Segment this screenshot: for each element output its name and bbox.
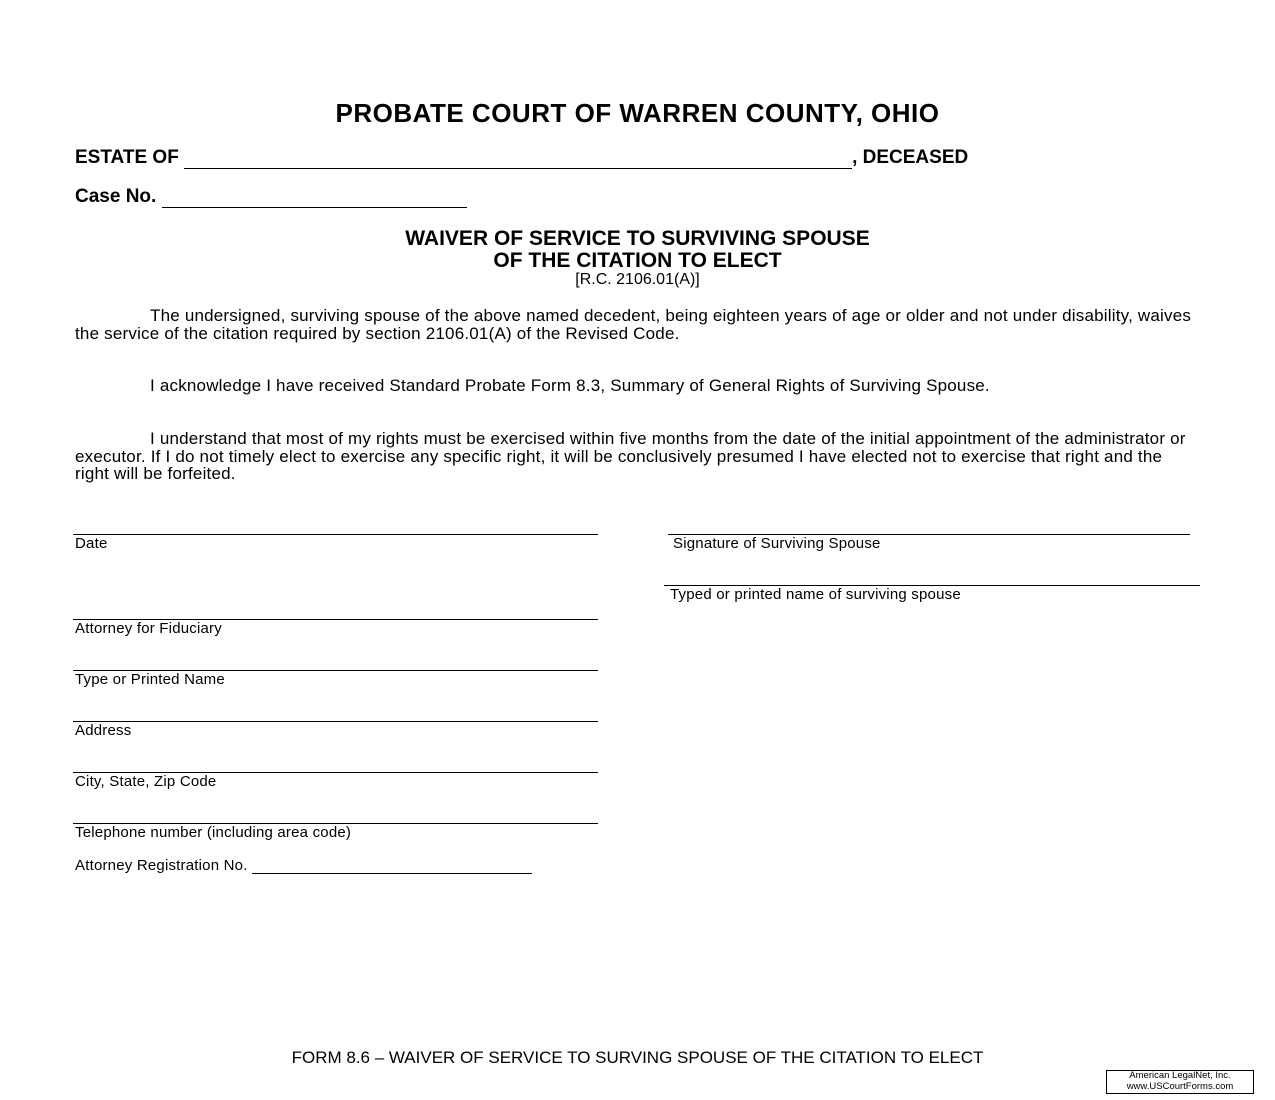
paragraph-understand: I understand that most of my rights must be exercised within five months from the date of the initial appointment of the administrator or executor. If I do not timely elect to exercise any specific right, it will be conclusively presumed I have elected not to exercise that right and the right will be forfeited. (75, 429, 1186, 483)
form-footer: FORM 8.6 – WAIVER OF SERVICE TO SURVING SPOUSE OF THE CITATION TO ELECT (291, 1048, 984, 1067)
paragraph-waiver: The undersigned, surviving spouse of the above named decedent, being eighteen years of age or older and not under disability, waives the service of the citation required by section 2106.01(A) of the Revised Code. (75, 306, 1192, 343)
registration-field[interactable] (252, 858, 532, 874)
publisher-stamp (1106, 1070, 1254, 1094)
spouse-printed-name-label: Typed or printed name of surviving spouse (670, 586, 961, 603)
registration-label: Attorney Registration No. (75, 857, 248, 874)
doc-title-line2: OF THE CITATION TO ELECT (493, 249, 782, 272)
stamp-line1: American LegalNet, Inc. (1129, 1070, 1231, 1081)
date-label: Date (75, 535, 108, 552)
doc-statute: [R.C. 2106.01(A)] (575, 271, 700, 288)
address-line[interactable] (73, 721, 598, 722)
date-line[interactable] (73, 534, 598, 535)
estate-suffix: , DECEASED (852, 147, 969, 168)
city-state-zip-label: City, State, Zip Code (75, 773, 217, 790)
estate-prefix: ESTATE OF (75, 147, 179, 168)
case-row (75, 186, 467, 208)
stamp-line2: www.USCourtForms.com (1126, 1080, 1234, 1092)
registration-row (75, 857, 532, 874)
attorney-label: Attorney for Fiduciary (75, 620, 222, 637)
estate-name-field[interactable] (184, 148, 852, 169)
spouse-signature-label: Signature of Surviving Spouse (673, 535, 881, 552)
paragraph-acknowledge: I acknowledge I have received Standard Probate Form 8.3, Summary of General Rights of Surviving Spouse. (150, 376, 990, 395)
doc-title-line1: WAIVER OF SERVICE TO SURVIVING SPOUSE (405, 227, 870, 250)
address-label: Address (75, 722, 132, 739)
case-label: Case No. (75, 186, 157, 207)
printed-name-label: Type or Printed Name (75, 671, 225, 688)
estate-row (75, 147, 968, 169)
court-title: PROBATE COURT OF WARREN COUNTY, OHIO (335, 98, 940, 128)
telephone-label: Telephone number (including area code) (75, 824, 352, 841)
case-number-field[interactable] (162, 187, 467, 208)
